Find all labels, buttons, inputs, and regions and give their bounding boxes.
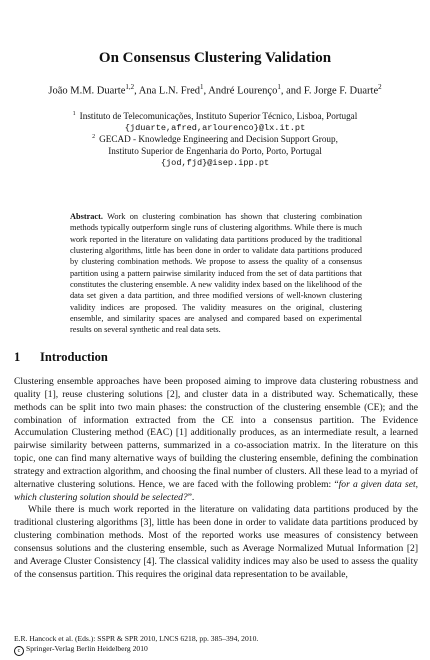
- paragraph-text: Clustering ensemble approaches have been proposed aiming to improve data clustering robustness and quality [1], reuse clustering solutions [2], and cluster data in a distributed way. Schematically, these methods can be split into two main phases: the construction of the clustering ensemble (CE); and the combination of information extracted from the CE into a consensus partition. The Evidence Accumulation Clustering method (EAC) [1] additionally produces, as an intermediate result, a learned pairwise similarity between patterns, summarized in a co-association matrix. In the literature on this topic, one can find many alternative ways of building the clustering ensemble, defining the combination strategy and extraction algorithm, and choosing the final number of clusters. All these lead to a myriad of alternative clustering solutions. Hence, we are faced with the following problem: “: [14, 376, 418, 490]
- section-number: 1: [14, 350, 21, 364]
- affiliation-mark: 1: [72, 111, 76, 117]
- section-heading: [14, 350, 108, 365]
- affiliation-email: {jduarte,afred,arlourenco}@lx.it.pt: [124, 123, 306, 134]
- footer-citation: E.R. Hancock et al. (Eds.): SSPR & SPR 2010, LNCS 6218, pp. 385–394, 2010.: [14, 634, 259, 643]
- author-name: João M.M. Duarte: [48, 85, 126, 97]
- paper-title: On Consensus Clustering Validation: [98, 50, 332, 66]
- author-separator: , and: [280, 85, 304, 97]
- affiliation-email: {jod,fjd}@isep.ipp.pt: [160, 158, 270, 169]
- affiliation-group: GECAD - Knowledge Engineering and Decision Support Group,: [99, 134, 338, 145]
- author-separator: ,: [203, 85, 209, 97]
- affiliation-2: [0, 131, 430, 169]
- abstract: [70, 211, 362, 336]
- author-name: Ana L.N. Fred: [138, 85, 201, 97]
- section-title: Introduction: [40, 350, 108, 364]
- copyright-icon: c: [14, 646, 24, 656]
- page-footer: [14, 634, 258, 656]
- author-affil-mark: 2: [378, 83, 382, 91]
- author-list: [0, 83, 430, 97]
- abstract-label: Abstract.: [70, 212, 103, 221]
- abstract-text: Work on clustering combination has shown that clustering combination methods typically outperform single runs of clustering algorithms. While there is much work reported in the literature on validating data partitions produced by the traditional clustering algorithms, little has been done in order to validate data partitions produced by clustering combination methods. We propose to assess the quality of a consensus partition using a pattern pairwise similarity induced from the set of data partitions that constitutes the clustering ensemble. A new validity index based on the likelihood of the data set given a data partition, and three modified versions of well-known clustering validity indices are proposed. The validity measures on the original, clustering ensemble, and similarity spaces are analysed and compared based on experimental results on several synthetic and real data sets.: [70, 212, 362, 335]
- footer-copyright: Springer-Verlag Berlin Heidelberg 2010: [26, 644, 148, 653]
- author-affil-mark: 1: [200, 83, 204, 91]
- emphasized-question: for a given data set, which clustering solution should be selected?: [14, 478, 418, 503]
- paragraph: While there is much work reported in the literature on validating data partitions produced by the traditional clustering algorithms [3], little has been done in order to validate data partitions produced by clustering combination methods. Most of the reported works use measures of consistency between consensus solutions and the clustering ensemble, such as Average Normalized Mutual Information [2] and Average Cluster Consistency [4]. The classical validity indices may also be used to assess the quality of the consensus partition. This requires the original data representation to be available,: [14, 504, 418, 580]
- paragraph-text: ”.: [187, 491, 195, 503]
- author-affil-mark: 1: [277, 83, 281, 91]
- author-separator: ,: [134, 85, 139, 97]
- author-affil-mark: 1,2: [125, 83, 135, 91]
- author-name: F. Jorge F. Duarte: [303, 85, 379, 97]
- section-body: [14, 376, 418, 582]
- affiliation-institution: Instituto de Telecomunicações, Instituto Superior Técnico, Lisboa, Portugal: [79, 111, 358, 122]
- affiliation-institution: Instituto Superior de Engenharia do Porto, Porto, Portugal: [108, 146, 322, 157]
- paragraph: [14, 376, 418, 504]
- affiliation-mark: 2: [92, 134, 96, 140]
- author-name: André Lourenço: [208, 85, 278, 97]
